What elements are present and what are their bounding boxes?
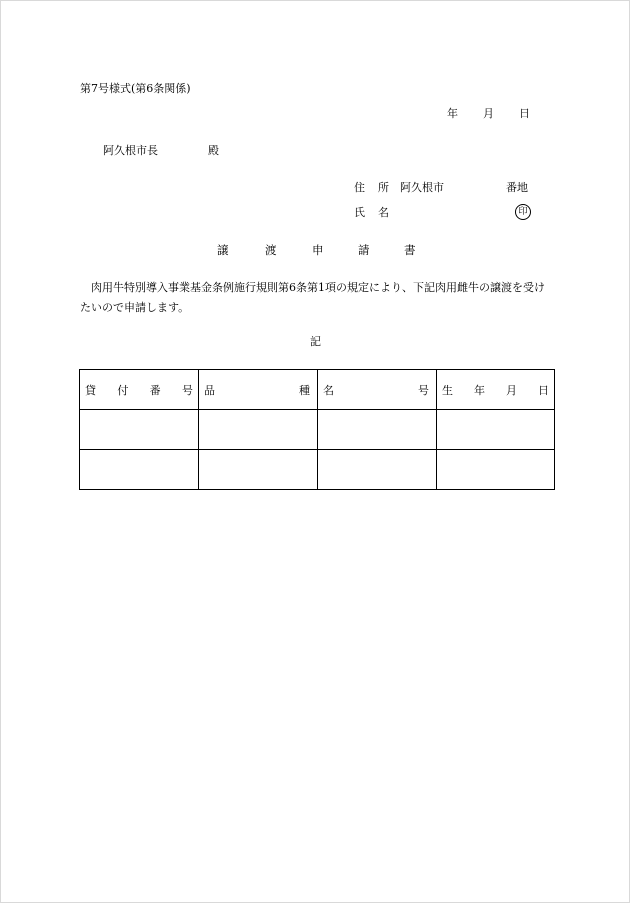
date-day-label: 日	[519, 107, 530, 120]
table-cell[interactable]	[318, 410, 437, 450]
header-char: 号	[418, 383, 429, 397]
table-cell[interactable]	[199, 410, 318, 450]
table-cell[interactable]	[437, 450, 555, 490]
title-char-4: 請	[358, 243, 370, 257]
title-char-1: 譲	[217, 243, 229, 257]
addressee-name: 阿久根市長	[103, 144, 158, 157]
date-month-label: 月	[483, 107, 494, 120]
date-year-label: 年	[447, 107, 458, 120]
table-cell[interactable]	[80, 410, 199, 450]
name-label-1: 氏	[354, 206, 365, 219]
body-paragraph: 肉用牛特別導入事業基金条例施行規則第6条第1項の規定により、下記肉用雌牛の譲渡を受けたいので申請します。	[80, 281, 545, 314]
ki-heading: 記	[310, 335, 321, 348]
header-char: 日	[538, 383, 549, 397]
header-char: 月	[506, 383, 517, 397]
header-char: 年	[474, 383, 485, 397]
table-header-row	[80, 370, 555, 410]
header-birth-date	[437, 370, 555, 410]
title-char-3: 申	[312, 243, 324, 257]
header-loan-number	[80, 370, 199, 410]
addressee-honorific: 殿	[208, 144, 219, 157]
address-city: 阿久根市	[400, 181, 444, 194]
header-char: 番	[149, 383, 161, 397]
address-label-2: 所	[378, 181, 389, 194]
header-char: 名	[323, 383, 334, 397]
title-char-2: 渡	[265, 243, 277, 257]
header-char: 種	[299, 383, 310, 397]
address-label-1: 住	[354, 181, 365, 194]
table-cell[interactable]	[199, 450, 318, 490]
table-cell[interactable]	[318, 450, 437, 490]
form-number: 第7号様式(第6条関係)	[80, 82, 191, 95]
header-char: 号	[181, 383, 193, 397]
header-breed	[199, 370, 318, 410]
cattle-table	[79, 369, 555, 490]
seal-mark: 印	[515, 204, 531, 220]
table-cell[interactable]	[80, 450, 199, 490]
table-row	[80, 450, 555, 490]
header-name-number	[318, 370, 437, 410]
header-char: 貸	[85, 383, 96, 397]
title-char-5: 書	[404, 243, 416, 257]
name-label-2: 名	[378, 206, 389, 219]
header-char: 付	[117, 383, 129, 397]
header-char: 品	[204, 383, 215, 397]
table-cell[interactable]	[437, 410, 555, 450]
header-char: 生	[442, 383, 453, 397]
address-banchi: 番地	[506, 181, 528, 194]
table-row	[80, 410, 555, 450]
